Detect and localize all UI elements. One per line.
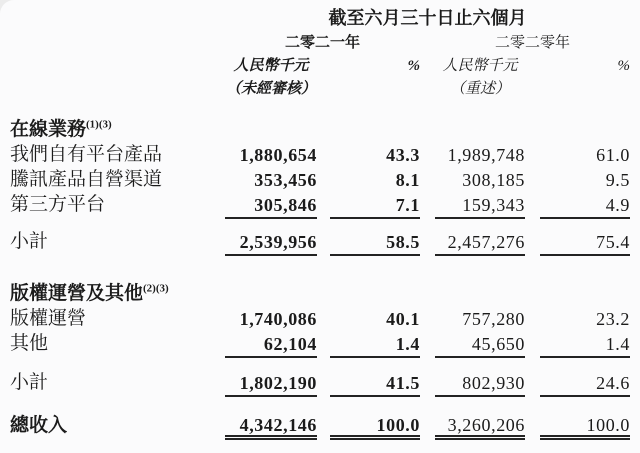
pct-2021-cell: 43.3 xyxy=(386,145,420,165)
header-years-row xyxy=(10,32,630,56)
value-2021-cell: 305,846 xyxy=(225,196,317,219)
header-notes-row xyxy=(10,79,630,102)
total-row xyxy=(10,415,630,440)
note-unaudited: （未經審核） xyxy=(225,81,316,97)
pct-2020-label: % xyxy=(617,58,630,74)
total-label: 總收入 xyxy=(10,415,68,436)
value-2021-cell: 62,104 xyxy=(225,335,317,358)
pct-2020-cell: 75.4 xyxy=(540,233,630,256)
value-2021-cell: 1,880,654 xyxy=(239,145,317,165)
value-2021-cell: 1,740,086 xyxy=(239,309,317,329)
pct-2021-cell: 1.4 xyxy=(330,335,420,358)
pct-2020-cell: 9.5 xyxy=(605,170,630,190)
subtotal-row xyxy=(10,372,630,397)
pct-2021-cell: 40.1 xyxy=(386,309,420,329)
unit-2021-label: 人民幣千元 xyxy=(233,58,309,74)
pct-2020-cell: 4.9 xyxy=(540,196,630,219)
header-units-row xyxy=(10,56,630,79)
note-empty-1 xyxy=(330,97,420,102)
value-2021-cell: 1,802,190 xyxy=(225,374,317,397)
pct-2020-cell: 61.0 xyxy=(596,145,630,165)
value-2021-cell: 353,456 xyxy=(254,170,317,190)
period-title: 截至六月三十日止六個月 xyxy=(328,8,527,28)
pct-2021-label: % xyxy=(407,58,420,74)
value-2021-cell: 2,539,956 xyxy=(225,233,317,256)
section-online-superscript: (1)(3) xyxy=(86,118,112,131)
pct-2020-cell: 24.6 xyxy=(540,374,630,397)
table-row xyxy=(10,194,630,219)
year-2021-label: 二零二一年 xyxy=(284,35,360,51)
table-row xyxy=(10,169,630,194)
row-label: 其他 xyxy=(10,333,49,354)
section-copyright-title xyxy=(10,284,225,308)
note-restated: （重述） xyxy=(449,81,510,97)
pct-2021-cell: 8.1 xyxy=(395,170,420,190)
table-row xyxy=(10,333,630,358)
section-copyright-title-text: 版權運營及其他 xyxy=(10,283,144,304)
value-2020-cell: 159,343 xyxy=(435,196,525,219)
row-label: 第三方平台 xyxy=(10,194,106,215)
unit-2020-label: 人民幣千元 xyxy=(442,58,518,74)
value-2021-cell: 4,342,146 xyxy=(225,416,317,440)
year-2020-label: 二零二零年 xyxy=(494,35,570,51)
value-2020-cell: 2,457,276 xyxy=(435,233,525,256)
value-2020-cell: 1,989,748 xyxy=(447,145,525,165)
notes-spacer xyxy=(10,97,225,102)
pct-2021-cell: 100.0 xyxy=(330,416,420,440)
pct-2020-cell: 23.2 xyxy=(596,309,630,329)
section-online-title-row xyxy=(10,120,630,144)
section-online-title xyxy=(10,120,225,144)
subtotal-label: 小計 xyxy=(10,231,49,252)
value-2020-cell: 3,260,206 xyxy=(435,416,525,440)
value-2020-cell: 757,280 xyxy=(462,309,525,329)
row-label: 我們自有平台產品 xyxy=(10,144,163,165)
subtotal-row xyxy=(10,231,630,256)
value-2020-cell: 802,930 xyxy=(435,374,525,397)
table-row xyxy=(10,308,630,333)
section-copyright-superscript: (2)(3) xyxy=(143,282,169,295)
section-online-title-text: 在線業務 xyxy=(10,119,87,140)
pct-2021-cell: 7.1 xyxy=(330,196,420,219)
row-label: 騰訊產品自營渠道 xyxy=(10,169,163,190)
header-period-row xyxy=(10,8,630,32)
pct-2020-cell: 1.4 xyxy=(540,335,630,358)
note-empty-2 xyxy=(540,97,630,102)
pct-2021-cell: 41.5 xyxy=(330,374,420,397)
value-2020-cell: 45,650 xyxy=(435,335,525,358)
pct-2021-cell: 58.5 xyxy=(330,233,420,256)
row-label: 版權運營 xyxy=(10,308,87,329)
section-copyright-title-row xyxy=(10,284,630,308)
pct-2020-cell: 100.0 xyxy=(540,416,630,440)
table-row xyxy=(10,144,630,169)
subtotal-label: 小計 xyxy=(10,372,49,393)
units-spacer xyxy=(10,74,225,79)
value-2020-cell: 308,185 xyxy=(462,170,525,190)
